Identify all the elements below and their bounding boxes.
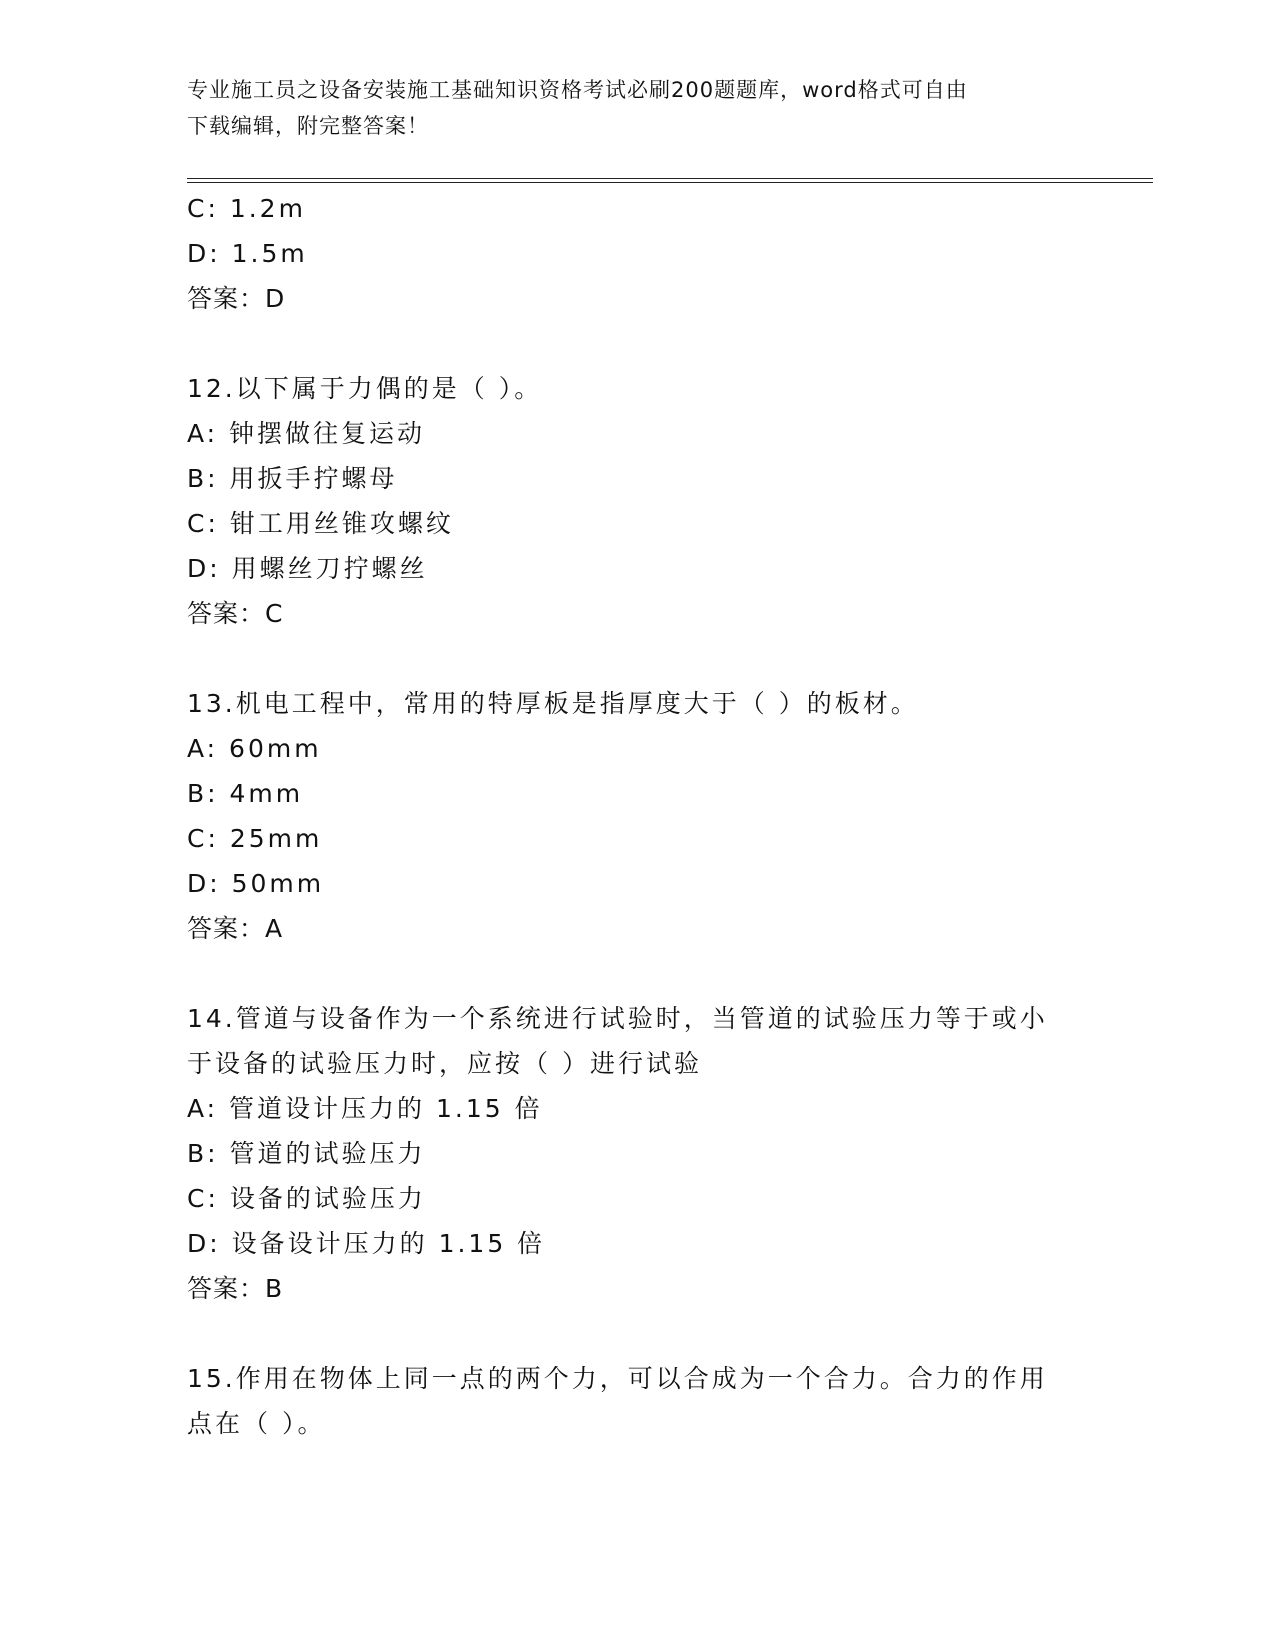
option-d-q11: D: 1.5m <box>187 239 308 268</box>
option-d-q14: D: 设备设计压力的 1.15 倍 <box>187 1229 546 1258</box>
option-a-q12: A: 钟摆做往复运动 <box>187 419 426 448</box>
header-divider-top <box>187 178 1153 179</box>
question-14-line-1: 14.管道与设备作为一个系统进行试验时，当管道的试验压力等于或小 <box>187 1004 1048 1033</box>
answer-q13: 答案：A <box>187 914 284 943</box>
option-c-q13: C: 25mm <box>187 824 323 853</box>
option-c-q12: C: 钳工用丝锥攻螺纹 <box>187 509 454 538</box>
question-15-line-1: 15.作用在物体上同一点的两个力，可以合成为一个合力。合力的作用 <box>187 1364 1048 1393</box>
question-12: 12.以下属于力偶的是（ ）。 <box>187 374 543 403</box>
option-c-q14: C: 设备的试验压力 <box>187 1184 426 1213</box>
option-b-q14: B: 管道的试验压力 <box>187 1139 426 1168</box>
answer-q12: 答案：C <box>187 599 284 628</box>
option-d-q12: D: 用螺丝刀拧螺丝 <box>187 554 428 583</box>
option-d-q13: D: 50mm <box>187 869 325 898</box>
document-header <box>187 72 1067 144</box>
option-c-q11: C: 1.2m <box>187 194 306 223</box>
question-15-line-2: 点在（ ）。 <box>187 1409 326 1438</box>
question-13: 13.机电工程中，常用的特厚板是指厚度大于（ ）的板材。 <box>187 689 919 718</box>
header-divider-bottom <box>187 182 1153 183</box>
option-a-q14: A: 管道设计压力的 1.15 倍 <box>187 1094 543 1123</box>
header-line-2: 下载编辑，附完整答案！ <box>187 114 429 138</box>
option-b-q13: B: 4mm <box>187 779 304 808</box>
option-a-q13: A: 60mm <box>187 734 322 763</box>
header-line-1: 专业施工员之设备安装施工基础知识资格考试必刷200题题库，word格式可自由 <box>187 78 968 102</box>
answer-q11: 答案：D <box>187 284 286 313</box>
question-14-line-2: 于设备的试验压力时，应按（ ）进行试验 <box>187 1049 702 1078</box>
answer-q14: 答案：B <box>187 1274 284 1303</box>
option-b-q12: B: 用扳手拧螺母 <box>187 464 398 493</box>
